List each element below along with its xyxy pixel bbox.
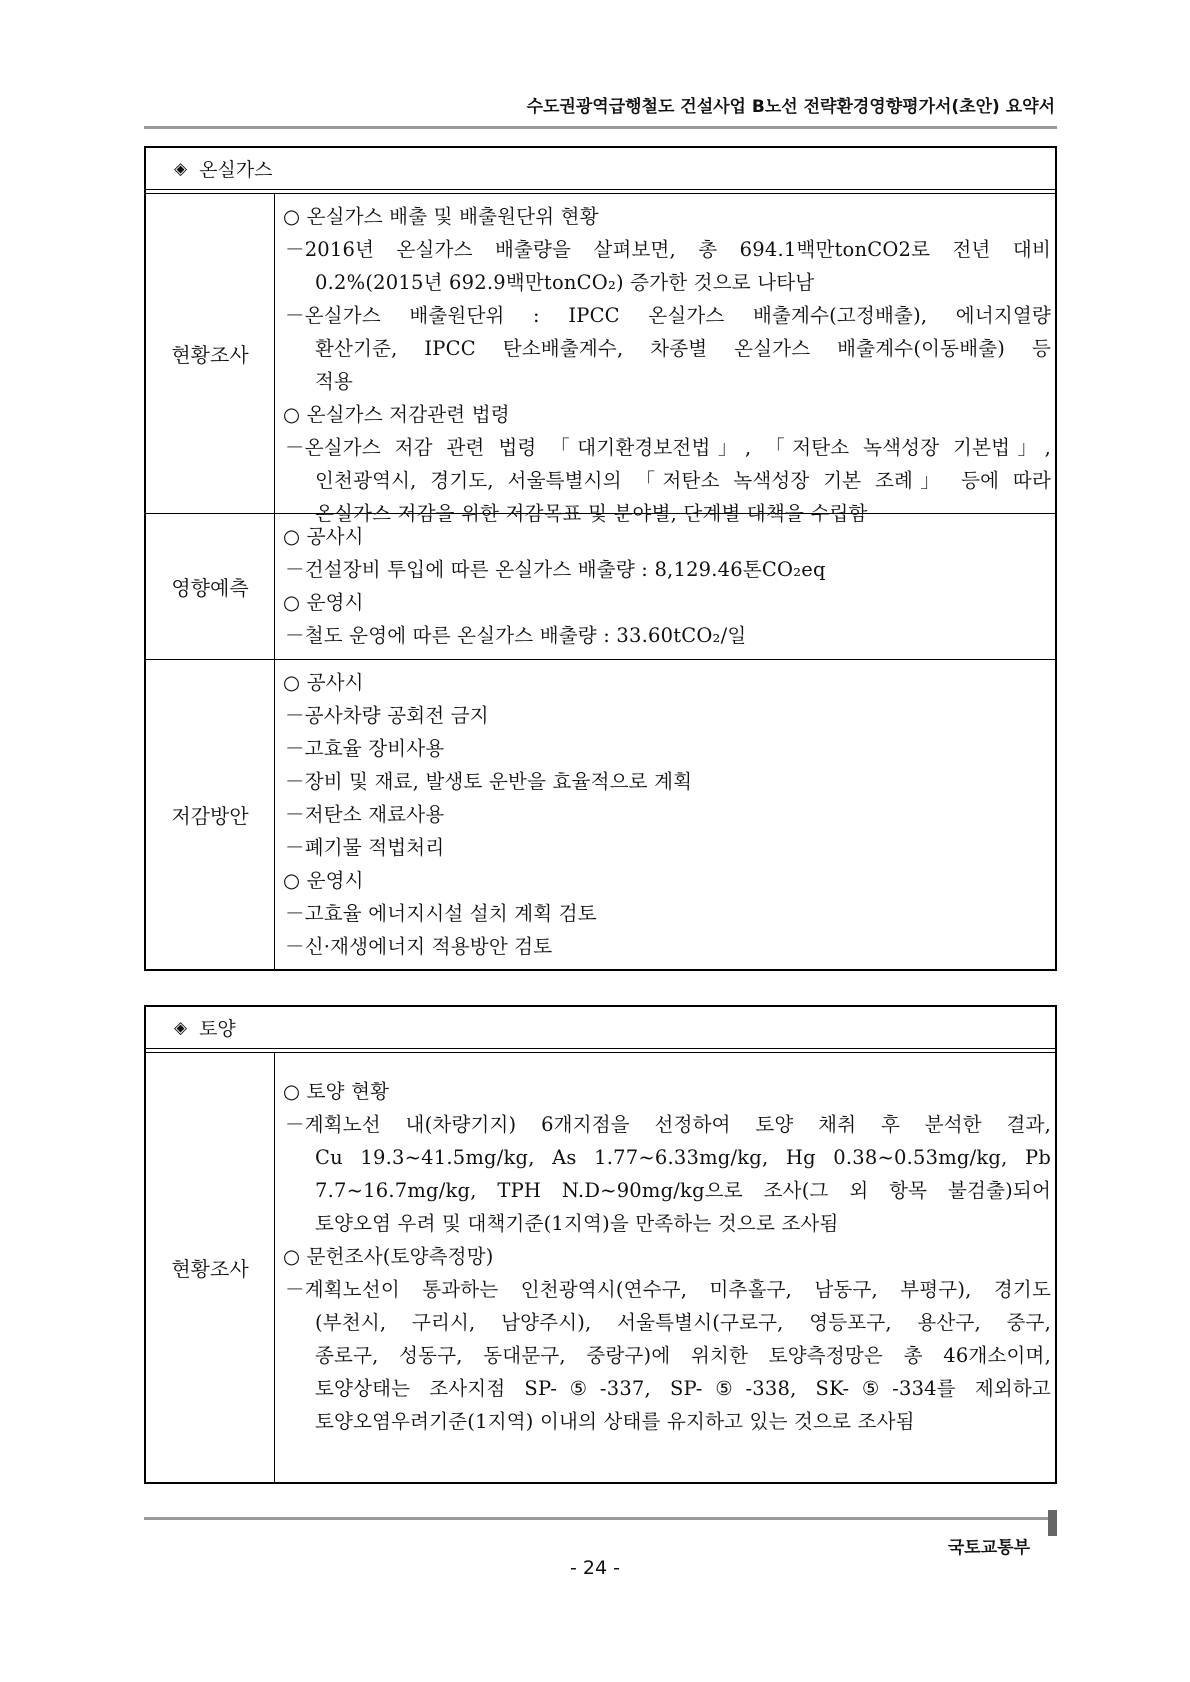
- dash-item: －장비 및 재료, 발생토 운반을 효율적으로 계획: [285, 770, 693, 793]
- page-number: - 24 -: [570, 1557, 620, 1579]
- bullet-item: ○ 운영시: [283, 591, 364, 614]
- bullet-item: ○ 공사시: [283, 525, 364, 548]
- row-content: [275, 660, 1055, 969]
- footer-divider: [144, 1517, 1050, 1520]
- continuation-line: 인천광역시, 경기도, 서울특별시의 「저탄소 녹색성장 기본 조례」 등에 따라: [315, 469, 1051, 492]
- continuation-line: 종로구, 성동구, 동대문구, 중랑구)에 위치한 토양측정망은 총 46개소이며,: [315, 1344, 1051, 1367]
- row-label: 현황조사: [146, 194, 275, 513]
- continuation-line: 온실가스 저감을 위한 저감목표 및 분야별, 단계별 대책을 수립함: [315, 502, 868, 525]
- document-header-title: 수도권광역급행철도 건설사업 B노선 전략환경영향평가서(초안) 요약서: [526, 97, 1055, 117]
- continuation-line: 7.7~16.7mg/kg, TPH N.D~90mg/kg으로 조사(그 외 항목 불검출)되어: [315, 1179, 1051, 1202]
- section-title-bar: [146, 1007, 1055, 1049]
- dash-item: －폐기물 적법처리: [285, 836, 445, 859]
- row-label: 영향예측: [146, 514, 275, 659]
- row-current-survey: [146, 194, 1055, 525]
- row-mitigation: [146, 660, 1055, 969]
- row-content: [275, 194, 1055, 525]
- dash-item: －온실가스 저감 관련 법령 「대기환경보전법」, 「저탄소 녹색성장 기본법」,: [285, 436, 1051, 459]
- dash-item: －신·재생에너지 적용방안 검토: [285, 935, 553, 958]
- dash-item: －공사차량 공회전 금지: [285, 704, 489, 727]
- dash-item: －철도 운영에 따른 온실가스 배출량 : 33.60tCO₂/일: [285, 624, 747, 647]
- dash-item: －계획노선이 통과하는 인천광역시(연수구, 미추홀구, 남동구, 부평구), 경기도: [285, 1278, 1051, 1301]
- continuation-line: 환산기준, IPCC 탄소배출계수, 차종별 온실가스 배출계수(이동배출) 등: [315, 337, 1051, 360]
- row-label: 저감방안: [146, 660, 275, 969]
- continuation-line: 적용: [315, 370, 354, 393]
- dash-item: －계획노선 내(차량기지) 6개지점을 선정하여 토양 채취 후 분석한 결과,: [285, 1113, 1051, 1136]
- section-title-bar: [146, 148, 1055, 190]
- bullet-item: ○ 운영시: [283, 869, 364, 892]
- dash-item: －고효율 에너지시설 설치 계획 검토: [285, 902, 597, 925]
- row-content: [275, 1053, 1055, 1482]
- section-greenhouse-gas: [144, 146, 1057, 971]
- footer-marker: [1048, 1510, 1057, 1536]
- continuation-line: 토양오염우려기준(1지역) 이내의 상태를 유지하고 있는 것으로 조사됨: [315, 1410, 915, 1433]
- bullet-item: ○ 공사시: [283, 671, 364, 694]
- continuation-line: (부천시, 구리시, 남양주시), 서울특별시(구로구, 영등포구, 용산구, 중구,: [315, 1311, 1051, 1334]
- row-content: [275, 514, 1055, 659]
- dash-item: －건설장비 투입에 따른 온실가스 배출량 : 8,129.46톤CO₂eq: [285, 558, 826, 581]
- section-title: 토양: [199, 1018, 236, 1040]
- section-soil: [144, 1005, 1057, 1484]
- continuation-line: Cu 19.3~41.5mg/kg, As 1.77~6.33mg/kg, Hg 0.38~0.53mg/kg, Pb: [315, 1146, 1051, 1169]
- row-impact-prediction: [146, 514, 1055, 660]
- dash-item: －저탄소 재료사용: [285, 803, 445, 826]
- dash-item: －온실가스 배출원단위 : IPCC 온실가스 배출계수(고정배출), 에너지열량: [285, 304, 1051, 327]
- row-current-survey: [146, 1053, 1055, 1482]
- continuation-line: 토양상태는 조사지점 SP-⑤-337, SP-⑤-338, SK-⑤-334를 제외하고: [315, 1377, 1051, 1400]
- bullet-item: ○ 토양 현황: [283, 1080, 390, 1103]
- header-divider: [144, 126, 1057, 129]
- bullet-item: ○ 문헌조사(토양측정망): [283, 1245, 494, 1268]
- continuation-line: 0.2%(2015년 692.9백만tonCO₂) 증가한 것으로 나타남: [315, 271, 815, 294]
- continuation-line: 토양오염 우려 및 대책기준(1지역)을 만족하는 것으로 조사됨: [315, 1212, 839, 1235]
- dash-item: －고효율 장비사용: [285, 737, 445, 760]
- row-label: 현황조사: [146, 1053, 275, 1482]
- dash-item: －2016년 온실가스 배출량을 살펴보면, 총 694.1백만tonCO2로 전년 대비: [285, 238, 1051, 261]
- bullet-item: ○ 온실가스 배출 및 배출원단위 현황: [283, 205, 599, 228]
- footer-ministry-name: 국토교통부: [947, 1538, 1030, 1558]
- section-title: 온실가스: [199, 159, 273, 181]
- diamond-bullet-icon: ◈: [174, 158, 188, 179]
- diamond-bullet-icon: ◈: [174, 1017, 188, 1038]
- bullet-item: ○ 온실가스 저감관련 법령: [283, 403, 510, 426]
